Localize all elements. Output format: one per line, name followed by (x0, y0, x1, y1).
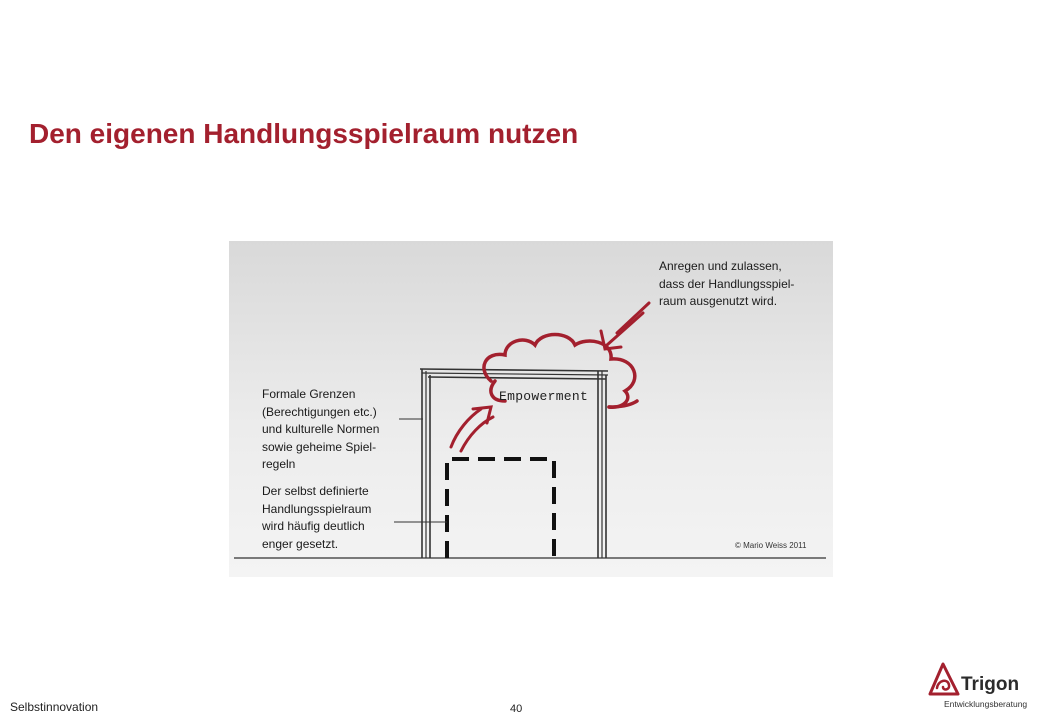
arrow-top-right (601, 303, 649, 349)
note-encourage: Anregen und zulassen, dass der Handlungsspiel- raum ausgenutzt wird. (659, 259, 795, 308)
handlungsspielraum-diagram (229, 241, 833, 577)
frame-top-beam (420, 369, 608, 379)
footer-section-label: Selbstinnovation (10, 700, 99, 714)
trigon-logo (928, 660, 1032, 712)
note-self-defined-scope: Der selbst definierte Handlungsspielraum wird häufig deutlich enger gesetzt. (262, 484, 372, 551)
slide-title: Den eigenen Handlungsspielraum nutzen (29, 118, 579, 149)
note-formal-limits: Formale Grenzen (Berechtigungen etc.) und kulturelle Normen sowie geheime Spiel- regeln (262, 387, 380, 471)
copyright-notice: © Mario Weiss 2011 (735, 541, 807, 550)
page-number: 40 (510, 703, 523, 715)
arrow-left-up (451, 407, 493, 451)
frame-left-post (422, 369, 430, 558)
empowerment-label: Empowerment (499, 389, 589, 404)
self-defined-scope-frame (447, 459, 554, 558)
logo-name: Trigon (961, 674, 1020, 695)
frame-right-post (598, 371, 606, 558)
logo-subtitle: Entwicklungsberatung (944, 699, 1028, 709)
